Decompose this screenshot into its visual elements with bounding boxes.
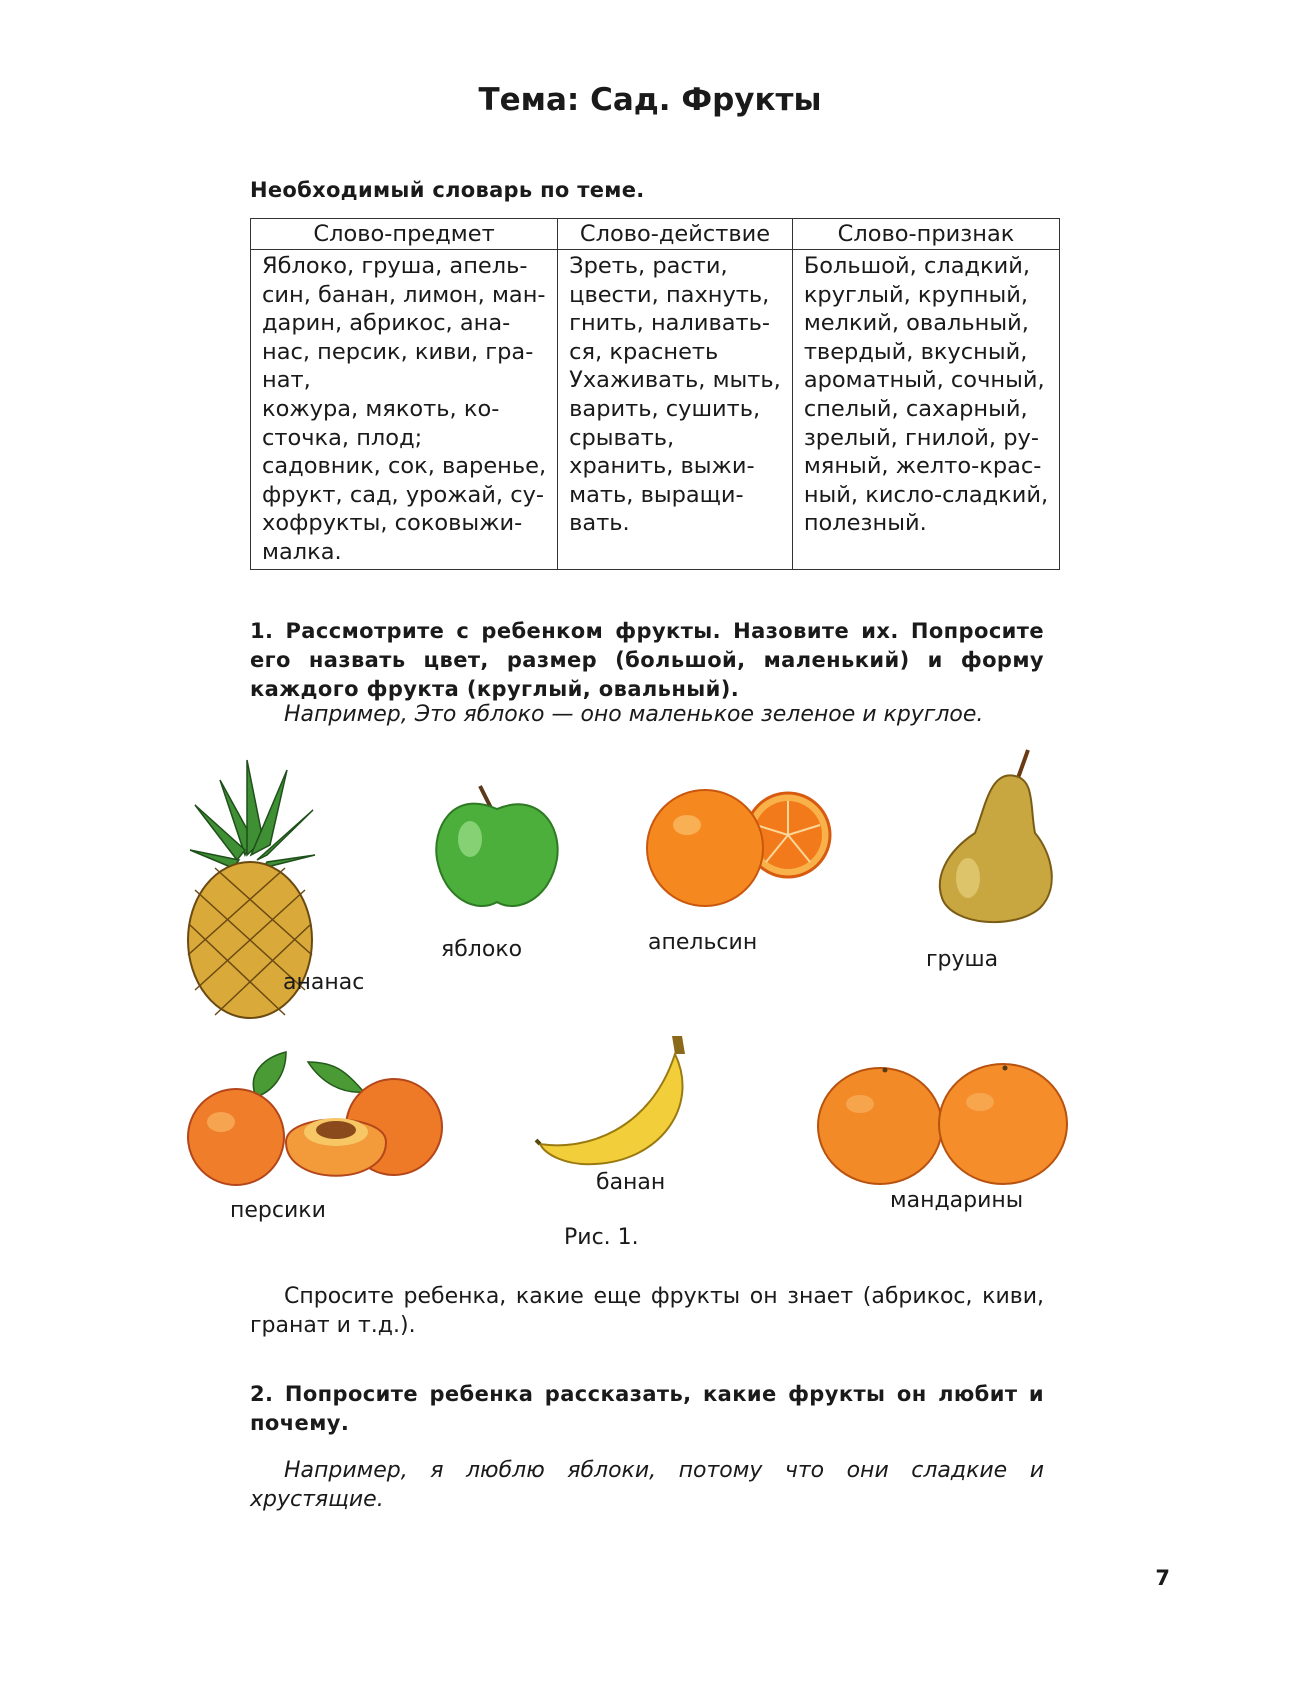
column-verbs xyxy=(558,250,793,570)
verb-line: варить, сушить, xyxy=(569,395,761,422)
task-2-instruction: 2. Попросите ребенка рассказать, какие фрукты он любит и почему. xyxy=(250,1382,1044,1435)
header-adjective: Слово-признак xyxy=(792,219,1059,250)
noun-line: сточка, плод; xyxy=(262,424,423,451)
noun-line: хофрукты, соковыжи- xyxy=(262,510,523,537)
verb-line: вать. xyxy=(569,510,630,537)
noun-line: фрукт, сад, урожай, су- xyxy=(262,481,545,508)
noun-line: кожура, мякоть, ко- xyxy=(262,395,500,422)
adjective-line: ный, кисло-сладкий, xyxy=(803,481,1049,508)
label-peaches: персики xyxy=(230,1198,326,1223)
verb-line: мать, выращи- xyxy=(569,481,744,508)
noun-line: Яблоко, груша, апель- xyxy=(262,253,528,279)
verb-line: гнить, наливать- xyxy=(569,310,771,337)
label-apple: яблоко xyxy=(441,937,523,962)
apple-picture xyxy=(432,784,562,914)
noun-line: малка. xyxy=(262,538,342,565)
adjective-line: круглый, крупный, xyxy=(803,281,1029,308)
adjective-line: ароматный, сочный, xyxy=(803,367,1045,394)
adjective-line: мяный, желто-крас- xyxy=(803,453,1042,480)
pear-picture xyxy=(930,748,1060,928)
figure-caption: Рис. 1. xyxy=(564,1225,639,1250)
label-tangerines: мандарины xyxy=(890,1188,1024,1213)
vocabulary-table xyxy=(250,218,1060,570)
orange-picture xyxy=(645,780,835,910)
label-banana: банан xyxy=(596,1170,666,1195)
task-2-example: Например, я люблю яблоки, потому что они сладкие и хрустящие. xyxy=(250,1458,1044,1512)
page-number: 7 xyxy=(1155,1566,1170,1590)
peaches-picture xyxy=(186,1052,446,1187)
adjective-line: мелкий, овальный, xyxy=(803,310,1029,337)
verb-line: Ухаживать, мыть, xyxy=(569,367,781,394)
banana-picture xyxy=(540,1036,710,1176)
header-verb: Слово-действие xyxy=(558,219,793,250)
ask-more-wrap xyxy=(250,1282,1044,1340)
ask-more-text: Спросите ребенка, какие еще фрукты он знает (абрикос, киви, гранат и т.д.). xyxy=(250,1284,1044,1338)
adjective-line: спелый, сахарный, xyxy=(803,395,1028,422)
noun-line: садовник, сок, варенье, xyxy=(262,453,547,480)
adjective-line: полезный. xyxy=(803,510,927,537)
verb-line: Зреть, расти, xyxy=(569,253,728,279)
noun-line: нат, xyxy=(262,367,311,394)
adjective-line: твердый, вкусный, xyxy=(803,338,1028,365)
verb-line: хранить, выжи- xyxy=(569,453,755,480)
verb-line: ся, краснеть xyxy=(569,338,719,365)
task-1-example: Например, Это яблоко — оно маленькое зеленое и круглое. xyxy=(284,702,984,727)
tangerines-picture xyxy=(815,1062,1070,1187)
column-nouns xyxy=(251,250,558,570)
noun-line: нас, персик, киви, гра- xyxy=(262,338,534,365)
header-noun: Слово-предмет xyxy=(251,219,558,250)
label-orange: апельсин xyxy=(648,930,758,955)
verb-line: срывать, xyxy=(569,424,675,451)
page-title: Тема: Сад. Фрукты xyxy=(478,82,822,118)
vocab-heading: Необходимый словарь по теме. xyxy=(250,178,645,202)
label-pear: груша xyxy=(926,947,999,972)
task-2-example-wrap xyxy=(250,1456,1044,1514)
column-adjectives xyxy=(792,250,1059,570)
adjective-line: зрелый, гнилой, ру- xyxy=(803,424,1039,451)
task-1-example-wrap xyxy=(250,700,1044,729)
noun-line: дарин, абрикос, ана- xyxy=(262,310,511,337)
task-1-instruction: 1. Рассмотрите с ребенком фрукты. Назовите их. Попросите его назвать цвет, размер (большой, маленький) и форму каждого фрукта (круглый, овальный). xyxy=(250,619,1044,701)
verb-line: цвести, пахнуть, xyxy=(569,281,770,308)
noun-line: син, банан, лимон, ман- xyxy=(262,281,546,308)
label-pineapple: ананас xyxy=(283,970,365,995)
adjective-line: Большой, сладкий, xyxy=(803,253,1031,279)
